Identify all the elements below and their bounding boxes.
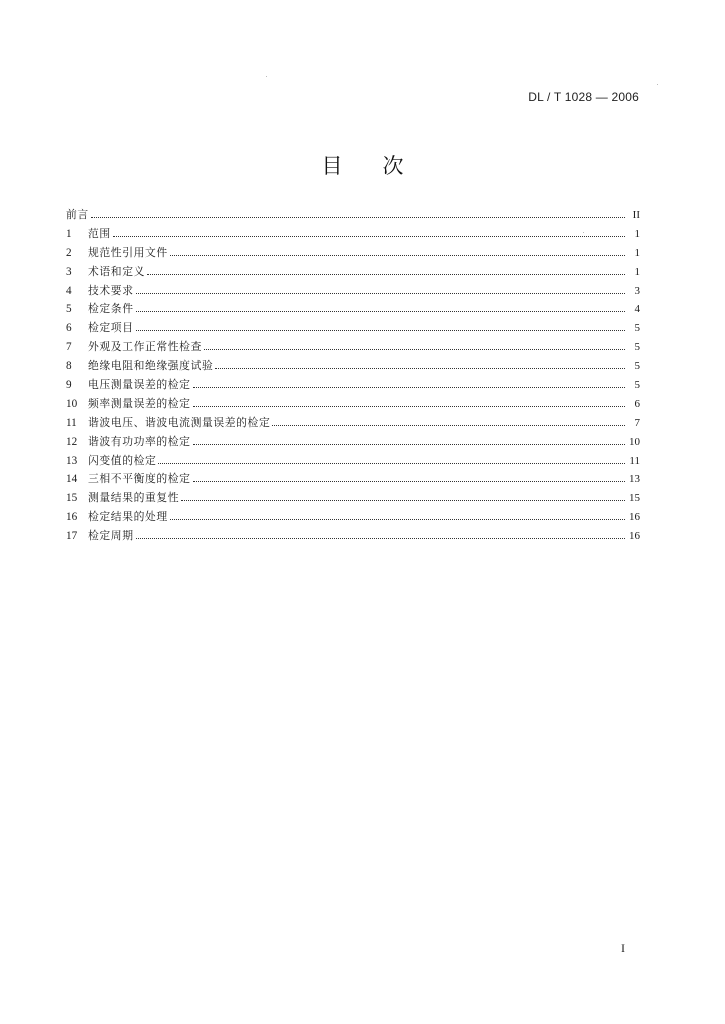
toc-entry[interactable] xyxy=(66,319,640,338)
toc-entry-page: 1 xyxy=(634,246,640,259)
toc-entry[interactable] xyxy=(66,206,640,225)
toc-entry-title: 外观及工作正常性检查 xyxy=(88,340,202,354)
toc-entry-number: 13 xyxy=(66,454,78,467)
page-number: I xyxy=(621,941,625,955)
toc-entry[interactable] xyxy=(66,225,640,244)
toc-entry-page: 11 xyxy=(629,454,640,467)
toc-entry[interactable] xyxy=(66,244,640,263)
toc-entry-page: 5 xyxy=(634,379,640,392)
toc-entry-number: 15 xyxy=(66,492,78,505)
toc-entry-title: 三相不平衡度的检定 xyxy=(88,472,191,486)
toc-entry-title: 电压测量误差的检定 xyxy=(88,378,191,392)
toc-entry[interactable] xyxy=(66,527,640,546)
toc-leader-dots xyxy=(158,462,625,464)
toc-entry-number: 4 xyxy=(66,284,72,297)
toc-entry-page: 4 xyxy=(634,303,640,316)
toc-entry[interactable] xyxy=(66,489,640,508)
toc-leader-dots xyxy=(215,367,625,369)
toc-entry-title: 技术要求 xyxy=(88,283,134,297)
toc-entry-number: 5 xyxy=(66,303,72,316)
toc-entry-title: 检定项目 xyxy=(88,321,134,335)
toc-entry-title: 前言 xyxy=(66,208,89,221)
toc-leader-dots xyxy=(136,537,625,539)
toc-leader-dots xyxy=(181,499,625,501)
toc-leader-dots xyxy=(204,348,625,350)
toc-entry-page: 3 xyxy=(634,284,640,297)
toc-entry[interactable] xyxy=(66,470,640,489)
toc-leader-dots xyxy=(272,424,625,426)
toc-entry-number: 7 xyxy=(66,341,72,354)
toc-entry-page: II xyxy=(632,209,640,221)
toc-leader-dots xyxy=(170,254,625,256)
toc-entry[interactable] xyxy=(66,338,640,357)
toc-entry[interactable] xyxy=(66,357,640,376)
toc-leader-dots xyxy=(136,292,625,294)
toc-entry-number: 6 xyxy=(66,322,72,335)
toc-entry[interactable] xyxy=(66,300,640,319)
toc-entry-page: 16 xyxy=(629,511,640,524)
toc-entry[interactable] xyxy=(66,395,640,414)
standard-code: DL / T 1028 — 2006 xyxy=(528,90,639,104)
toc-leader-dots xyxy=(193,405,625,407)
toc-entry-title: 闪变值的检定 xyxy=(88,453,157,467)
toc-entry-title: 谐波电压、谐波电流测量误差的检定 xyxy=(88,415,271,429)
scan-speck xyxy=(657,84,658,85)
toc-leader-dots xyxy=(113,235,625,237)
toc-entry[interactable] xyxy=(66,433,640,452)
toc-entry-title: 测量结果的重复性 xyxy=(88,491,180,505)
toc-entry-page: 6 xyxy=(634,397,640,410)
toc-entry-title: 检定条件 xyxy=(88,302,134,316)
toc-entry-title: 术语和定义 xyxy=(88,264,145,278)
toc-entry-title: 绝缘电阻和绝缘强度试验 xyxy=(88,359,214,373)
title-char-2: 次 xyxy=(382,154,404,178)
toc-entry-title: 范围 xyxy=(88,226,111,240)
page-title xyxy=(0,150,725,180)
toc-entry-title: 检定结果的处理 xyxy=(88,510,168,524)
toc-entry-number: 3 xyxy=(66,265,72,278)
toc-entry-page: 5 xyxy=(634,322,640,335)
toc-entry[interactable] xyxy=(66,508,640,527)
toc-entry-number: 9 xyxy=(66,379,72,392)
toc-entry-page: 5 xyxy=(634,341,640,354)
toc-entry-title: 检定周期 xyxy=(88,529,134,543)
toc-entry[interactable] xyxy=(66,414,640,433)
table-of-contents xyxy=(66,206,640,546)
toc-entry-title: 频率测量误差的检定 xyxy=(88,396,191,410)
scan-speck xyxy=(583,232,584,233)
toc-entry-page: 13 xyxy=(629,473,640,486)
toc-entry[interactable] xyxy=(66,263,640,282)
toc-entry-number: 17 xyxy=(66,530,78,543)
toc-leader-dots xyxy=(136,310,625,312)
toc-entry-number: 1 xyxy=(66,227,72,240)
toc-entry-page: 1 xyxy=(634,227,640,240)
scan-speck xyxy=(266,76,267,77)
toc-entry-number: 16 xyxy=(66,511,78,524)
toc-leader-dots xyxy=(136,329,625,331)
toc-entry-page: 7 xyxy=(634,416,640,429)
toc-leader-dots xyxy=(193,443,625,445)
toc-entry-number: 8 xyxy=(66,360,72,373)
toc-entry-title: 谐波有功功率的检定 xyxy=(88,434,191,448)
toc-leader-dots xyxy=(193,386,625,388)
toc-entry-title: 规范性引用文件 xyxy=(88,245,168,259)
toc-entry-page: 15 xyxy=(629,492,640,505)
toc-entry-number: 10 xyxy=(66,397,78,410)
toc-entry-number: 2 xyxy=(66,246,72,259)
toc-leader-dots xyxy=(170,518,625,520)
toc-leader-dots xyxy=(193,480,625,482)
toc-entry-number: 14 xyxy=(66,473,78,486)
toc-leader-dots xyxy=(147,273,625,275)
toc-entry[interactable] xyxy=(66,452,640,471)
toc-entry-page: 5 xyxy=(634,360,640,373)
toc-leader-dots xyxy=(91,216,625,218)
toc-entry-number: 12 xyxy=(66,435,78,448)
toc-entry[interactable] xyxy=(66,282,640,301)
title-char-1: 目 xyxy=(321,154,343,178)
toc-entry[interactable] xyxy=(66,376,640,395)
toc-entry-page: 1 xyxy=(634,265,640,278)
toc-entry-page: 16 xyxy=(629,530,640,543)
toc-entry-page: 10 xyxy=(629,435,640,448)
toc-entry-number: 11 xyxy=(66,416,77,429)
